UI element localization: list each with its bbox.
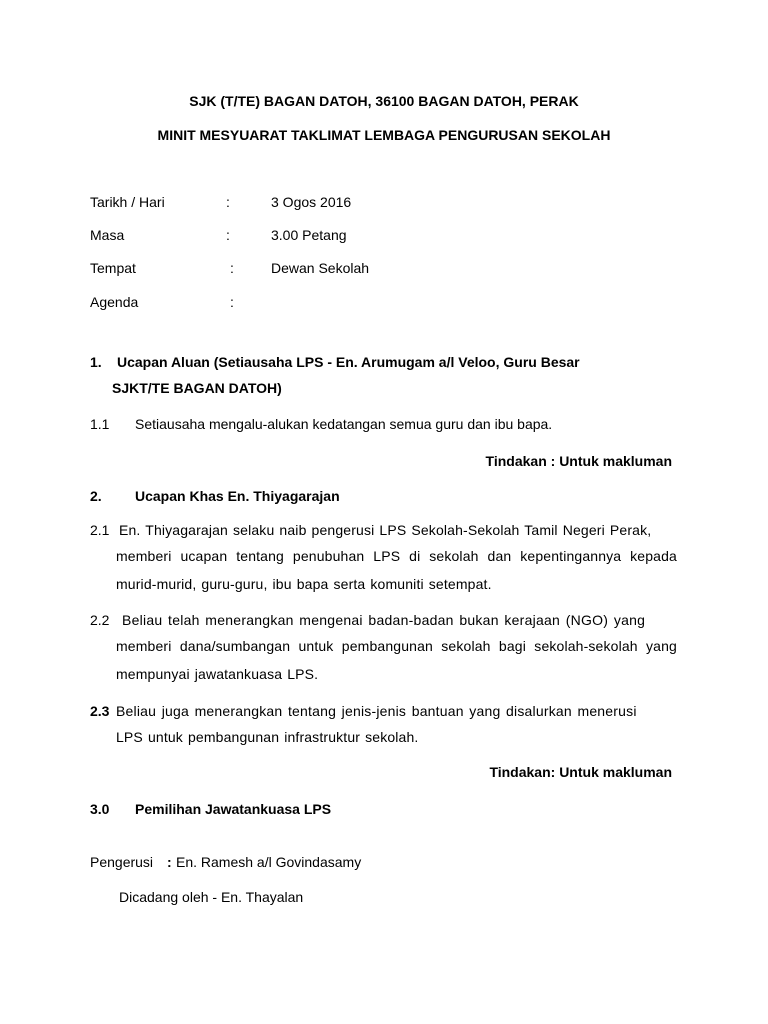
detail-value-time: 3.00 Petang: [271, 227, 347, 243]
section-3-heading: Pemilihan Jawatankuasa LPS: [135, 801, 332, 817]
item-1-1-text: Setiausaha mengalu-alukan kedatangan semua guru dan ibu bapa.: [135, 416, 553, 432]
chair-value: En. Ramesh a/l Govindasamy: [176, 854, 362, 870]
item-2-2-text: memberi dana/sumbangan untuk pembangunan sekolah bagi sekolah-sekolah yang mempunyai jawatankuasa LPS.: [116, 638, 677, 682]
item-2-1-number: 2.1: [90, 522, 110, 538]
proposed-by: Dicadang oleh - En. Thayalan: [119, 889, 304, 905]
document-title: MINIT MESYUARAT TAKLIMAT LEMBAGA PENGURUSAN SEKOLAH: [157, 127, 611, 143]
item-2-3-text: LPS untuk pembangunan infrastruktur sekolah.: [116, 729, 419, 745]
item-1-1-number: 1.1: [90, 416, 110, 432]
section-2-action: Tindakan: Untuk makluman: [489, 764, 672, 780]
section-1-number: 1.: [90, 354, 102, 370]
item-2-3-number: 2.3: [90, 703, 110, 719]
section-2-number: 2.: [90, 488, 102, 504]
detail-label-place: Tempat: [90, 260, 136, 276]
item-2-1-text: memberi ucapan tentang penubuhan LPS di sekolah dan kepentingannya kepada murid-murid, guru-guru, ibu bapa serta komuniti setempat.: [116, 548, 677, 592]
section-2-heading: Ucapan Khas En. Thiyagarajan: [135, 488, 340, 504]
detail-sep-agenda: :: [230, 294, 234, 310]
detail-value-date: 3 Ogos 2016: [271, 194, 352, 210]
item-2-2-number: 2.2: [90, 612, 110, 628]
item-2-1-line1: En. Thiyagarajan selaku naib pengerusi LPS Sekolah-Sekolah Tamil Negeri Perak,: [119, 522, 652, 538]
school-heading: SJK (T/TE) BAGAN DATOH, 36100 BAGAN DATOH, PERAK: [189, 93, 579, 109]
section-3-number: 3.0: [90, 801, 110, 817]
section-1-heading-line1: Ucapan Aluan (Setiausaha LPS - En. Arumugam a/l Veloo, Guru Besar: [117, 354, 580, 370]
item-2-2-line1: Beliau telah menerangkan mengenai badan-badan bukan kerajaan (NGO) yang: [122, 612, 646, 628]
detail-label-agenda: Agenda: [90, 294, 139, 310]
detail-label-time: Masa: [90, 227, 125, 243]
detail-sep-place: :: [230, 260, 234, 276]
item-2-3-line1: Beliau juga menerangkan tentang jenis-jenis bantuan yang disalurkan menerusi: [116, 703, 637, 719]
detail-label-date: Tarikh / Hari: [90, 194, 165, 210]
section-1-heading-line2: SJKT/TE BAGAN DATOH): [112, 380, 282, 396]
detail-sep-time: :: [226, 227, 230, 243]
chair-label: Pengerusi: [90, 854, 154, 870]
chair-sep: :: [167, 854, 172, 870]
detail-value-place: Dewan Sekolah: [271, 260, 370, 276]
detail-sep-date: :: [226, 194, 230, 210]
section-1-action: Tindakan : Untuk makluman: [485, 453, 672, 469]
